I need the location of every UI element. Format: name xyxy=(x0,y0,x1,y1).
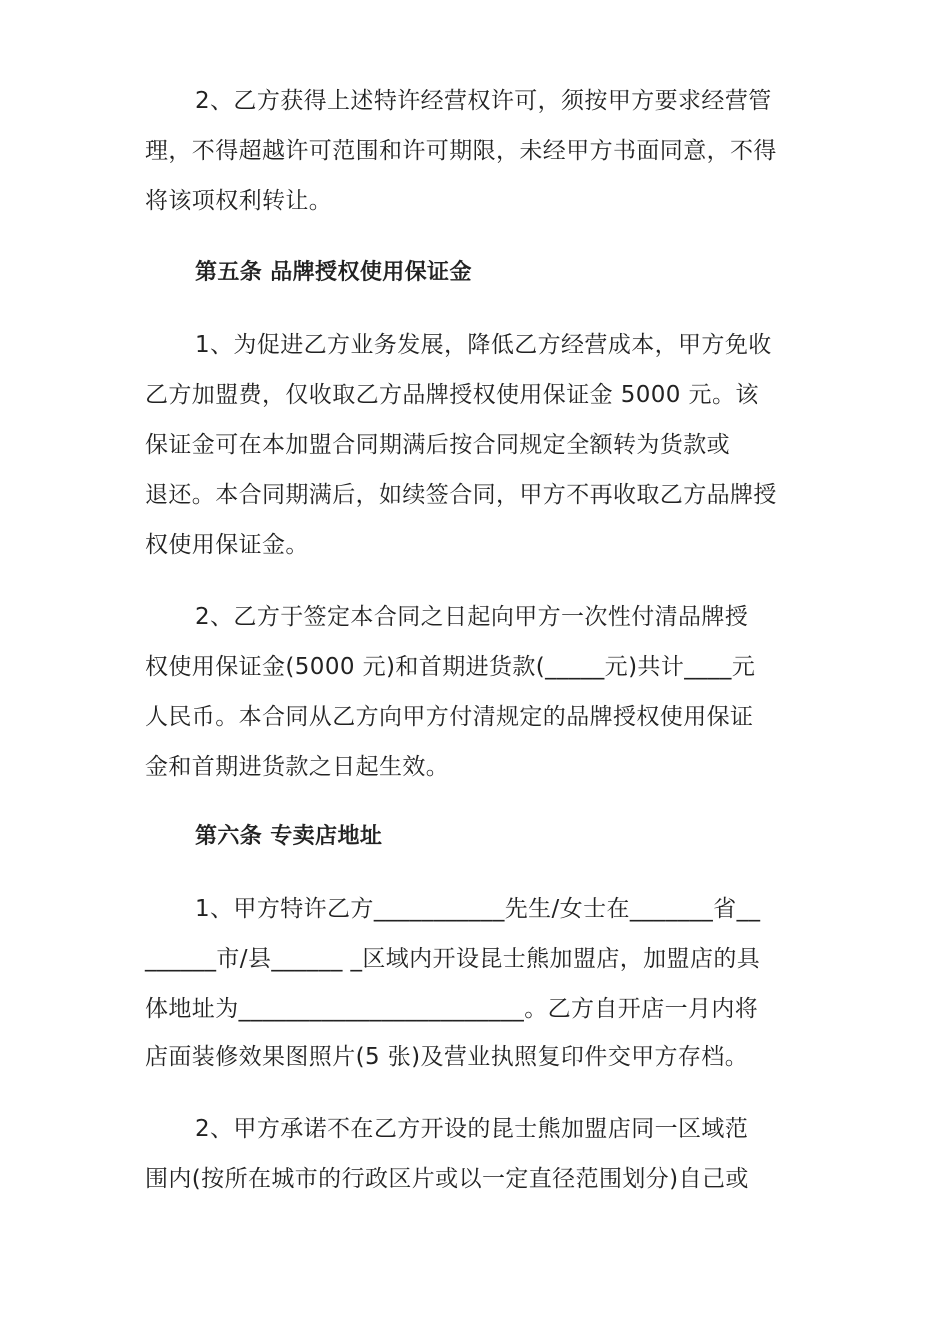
paragraph-line: 2、乙方于签定本合同之日起向甲方一次性付清品牌授 xyxy=(195,604,749,630)
paragraph-line: 乙方加盟费，仅收取乙方品牌授权使用保证金 5000 元。该 xyxy=(145,382,759,408)
paragraph-line: 店面装修效果图照片(5 张)及营业执照复印件交甲方存档。 xyxy=(145,1044,749,1070)
paragraph-line: 权使用保证金。 xyxy=(145,532,309,558)
paragraph-line: 1、为促进乙方业务发展，降低乙方经营成本，甲方免收 xyxy=(195,332,772,358)
paragraph-line: 保证金可在本加盟合同期满后按合同规定全额转为货款或 xyxy=(145,432,730,458)
paragraph-line: 围内(按所在城市的行政区片或以一定直径范围划分)自己或 xyxy=(145,1166,749,1192)
paragraph-line: ______市/县______ _区域内开设昆士熊加盟店，加盟店的具 xyxy=(145,946,761,972)
article-5-heading: 第五条 品牌授权使用保证金 xyxy=(195,260,472,285)
article-6-heading: 第六条 专卖店地址 xyxy=(195,824,383,849)
paragraph-line: 理，不得超越许可范围和许可期限，未经甲方书面同意，不得 xyxy=(145,138,777,164)
paragraph-line: 退还。本合同期满后，如续签合同，甲方不再收取乙方品牌授 xyxy=(145,482,777,508)
paragraph-line: 2、乙方获得上述特许经营权许可，须按甲方要求经营管 xyxy=(195,88,772,114)
paragraph-line: 权使用保证金(5000 元)和首期进货款(_____元)共计____元 xyxy=(145,654,756,680)
paragraph-line: 将该项权利转让。 xyxy=(145,188,333,214)
paragraph-line: 2、甲方承诺不在乙方开设的昆士熊加盟店同一区域范 xyxy=(195,1116,749,1142)
paragraph-line: 1、甲方特许乙方___________先生/女士在_______省__ xyxy=(195,896,761,922)
paragraph-line: 体地址为________________________。乙方自开店一月内将 xyxy=(145,996,759,1022)
paragraph-line: 人民币。本合同从乙方向甲方付清规定的品牌授权使用保证 xyxy=(145,704,754,730)
paragraph-line: 金和首期进货款之日起生效。 xyxy=(145,754,450,780)
